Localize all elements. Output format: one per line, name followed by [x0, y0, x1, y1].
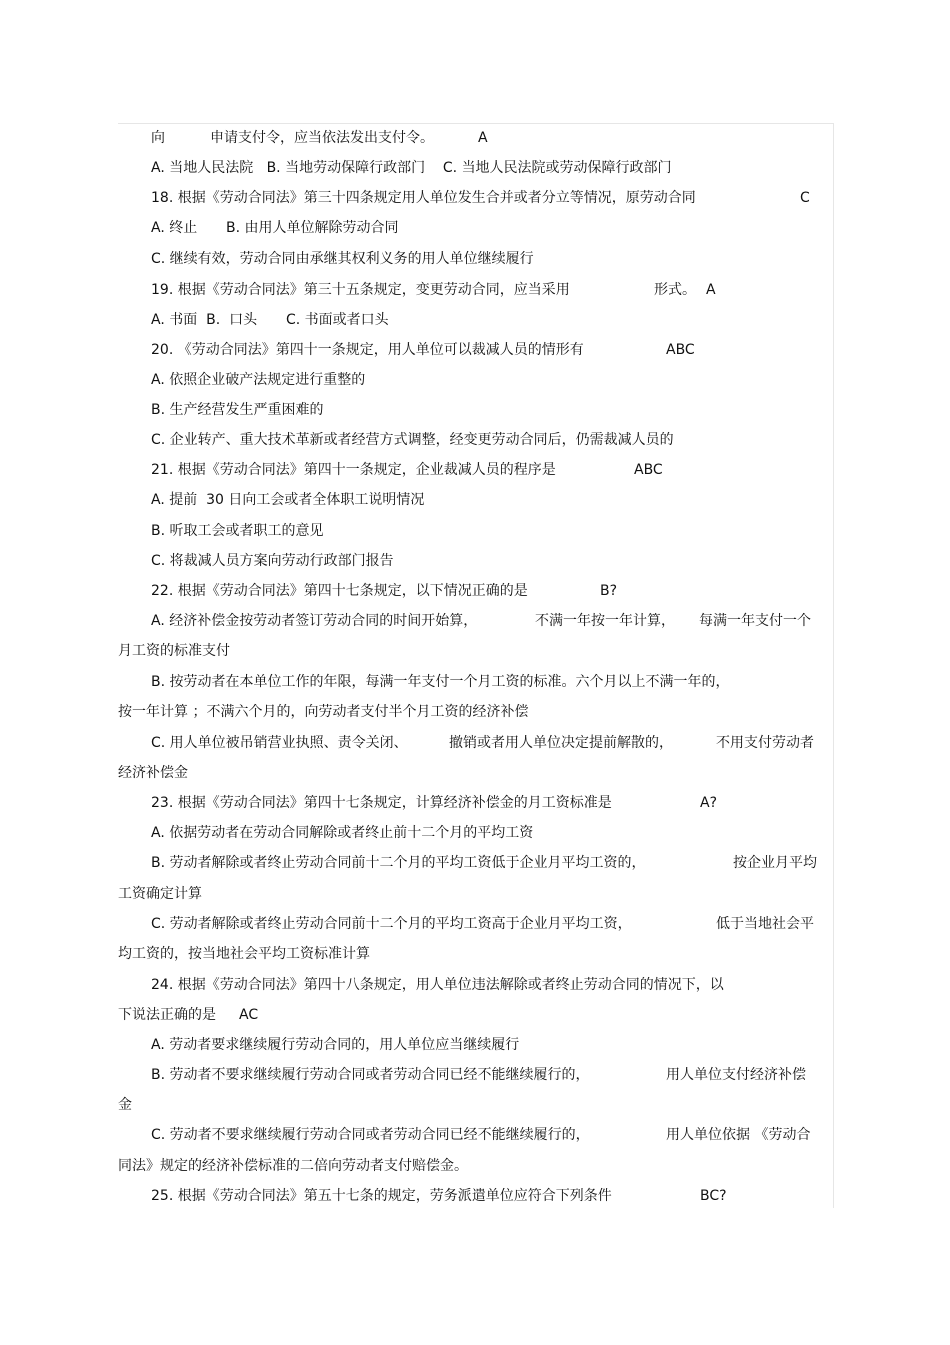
question-17-answer: A	[478, 130, 488, 146]
question-24-stem: 24. 根据《劳动合同法》第四十八条规定，用人单位违法解除或者终止劳动合同的情况下，以	[151, 977, 724, 993]
question-22-option-c-cont: 撤销或者用人单位决定提前解散的，	[449, 735, 673, 751]
question-24-stem-wrap: 下说法正确的是	[118, 1007, 216, 1023]
question-20-stem: 20. 《劳动合同法》第四十一条规定，用人单位可以裁减人员的情形有	[151, 342, 584, 358]
question-24-option-c: C. 劳动者不要求继续履行劳动合同或者劳动合同已经不能继续履行的，	[151, 1127, 590, 1143]
question-19-answer: A	[706, 282, 716, 298]
question-17-stem-end: 申请支付令，应当依法发出支付令。	[210, 130, 434, 146]
question-21-option-b: B. 听取工会或者职工的意见	[151, 523, 324, 539]
question-23-option-c-wrap: 均工资的，按当地社会平均工资标准计算	[118, 946, 370, 962]
question-22-option-c-cont2: 不用支付劳动者	[716, 735, 814, 751]
question-21-answer: ABC	[634, 462, 663, 478]
question-22-stem: 22. 根据《劳动合同法》第四十七条规定，以下情况正确的是	[151, 583, 528, 599]
question-22-option-b-wrap: 按一年计算 ；不满六个月的，向劳动者支付半个月工资的经济补偿	[118, 704, 529, 720]
question-19-stem: 19. 根据《劳动合同法》第三十五条规定，变更劳动合同，应当采用	[151, 282, 570, 298]
question-22-option-c: C. 用人单位被吊销营业执照、责令关闭、	[151, 735, 408, 751]
question-20-option-a: A. 依照企业破产法规定进行重整的	[151, 372, 366, 388]
question-22-option-a-wrap: 月工资的标准支付	[118, 643, 230, 659]
question-24-option-c-cont: 用人单位依据 《劳动合	[666, 1127, 811, 1143]
question-22-option-c-wrap: 经济补偿金	[118, 765, 188, 781]
question-18-option-b: B. 由用人单位解除劳动合同	[226, 220, 399, 236]
question-18-answer: C	[800, 190, 810, 206]
question-19-options-ab: A. 书面 B. 口头	[151, 312, 258, 328]
question-23-option-b-wrap: 工资确定计算	[118, 886, 202, 902]
page-frame-top-edge	[118, 123, 834, 124]
question-20-answer: ABC	[666, 342, 695, 358]
question-22-option-a: A. 经济补偿金按劳动者签订劳动合同的时间开始算，	[151, 613, 478, 629]
question-18-option-a: A. 终止	[151, 220, 198, 236]
question-20-option-c: C. 企业转产、重大技术革新或者经营方式调整，经变更劳动合同后，仍需裁减人员的	[151, 432, 674, 448]
question-24-option-c-wrap: 同法》规定的经济补偿标准的二倍向劳动者支付赔偿金。	[118, 1158, 468, 1174]
question-22-option-b: B. 按劳动者在本单位工作的年限，每满一年支付一个月工资的标准。六个月以上不满一年的，	[151, 674, 730, 690]
question-22-option-a-cont: 不满一年按一年计算，	[535, 613, 675, 629]
question-20-option-b: B. 生产经营发生严重困难的	[151, 402, 324, 418]
question-21-option-a: A. 提前 30 日向工会或者全体职工说明情况	[151, 492, 425, 508]
question-17-stem-start: 向	[151, 130, 165, 146]
question-23-option-b-cont: 按企业月平均	[733, 855, 817, 871]
question-23-stem: 23. 根据《劳动合同法》第四十七条规定，计算经济补偿金的月工资标准是	[151, 795, 612, 811]
question-18-option-c: C. 继续有效，劳动合同由承继其权利义务的用人单位继续履行	[151, 251, 534, 267]
question-17-options: A. 当地人民法院 B. 当地劳动保障行政部门 C. 当地人民法院或劳动保障行政部门	[151, 160, 672, 176]
question-23-option-c-cont: 低于当地社会平	[716, 916, 814, 932]
question-23-option-b: B. 劳动者解除或者终止劳动合同前十二个月的平均工资低于企业月平均工资的，	[151, 855, 646, 871]
question-25-stem: 25. 根据《劳动合同法》第五十七条的规定，劳务派遣单位应符合下列条件	[151, 1188, 612, 1204]
question-22-option-a-cont2: 每满一年支付一个	[699, 613, 811, 629]
question-19-option-c: C. 书面或者口头	[286, 312, 389, 328]
question-22-answer: B?	[600, 583, 618, 599]
question-25-answer: BC?	[700, 1188, 727, 1204]
question-21-stem: 21. 根据《劳动合同法》第四十一条规定，企业裁减人员的程序是	[151, 462, 556, 478]
question-21-option-c: C. 将裁减人员方案向劳动行政部门报告	[151, 553, 394, 569]
question-24-option-b: B. 劳动者不要求继续履行劳动合同或者劳动合同已经不能继续履行的，	[151, 1067, 590, 1083]
page-frame-right-edge	[833, 123, 834, 1208]
question-24-answer: AC	[239, 1007, 259, 1023]
question-18-stem: 18. 根据《劳动合同法》第三十四条规定用人单位发生合并或者分立等情况，原劳动合同	[151, 190, 696, 206]
question-23-option-c: C. 劳动者解除或者终止劳动合同前十二个月的平均工资高于企业月平均工资，	[151, 916, 632, 932]
question-24-option-a: A. 劳动者要求继续履行劳动合同的，用人单位应当继续履行	[151, 1037, 520, 1053]
question-19-stem-end: 形式。	[654, 282, 696, 298]
question-23-answer: A?	[700, 795, 718, 811]
question-24-option-b-cont: 用人单位支付经济补偿	[666, 1067, 806, 1083]
question-23-option-a: A. 依据劳动者在劳动合同解除或者终止前十二个月的平均工资	[151, 825, 534, 841]
question-24-option-b-wrap: 金	[118, 1097, 132, 1113]
